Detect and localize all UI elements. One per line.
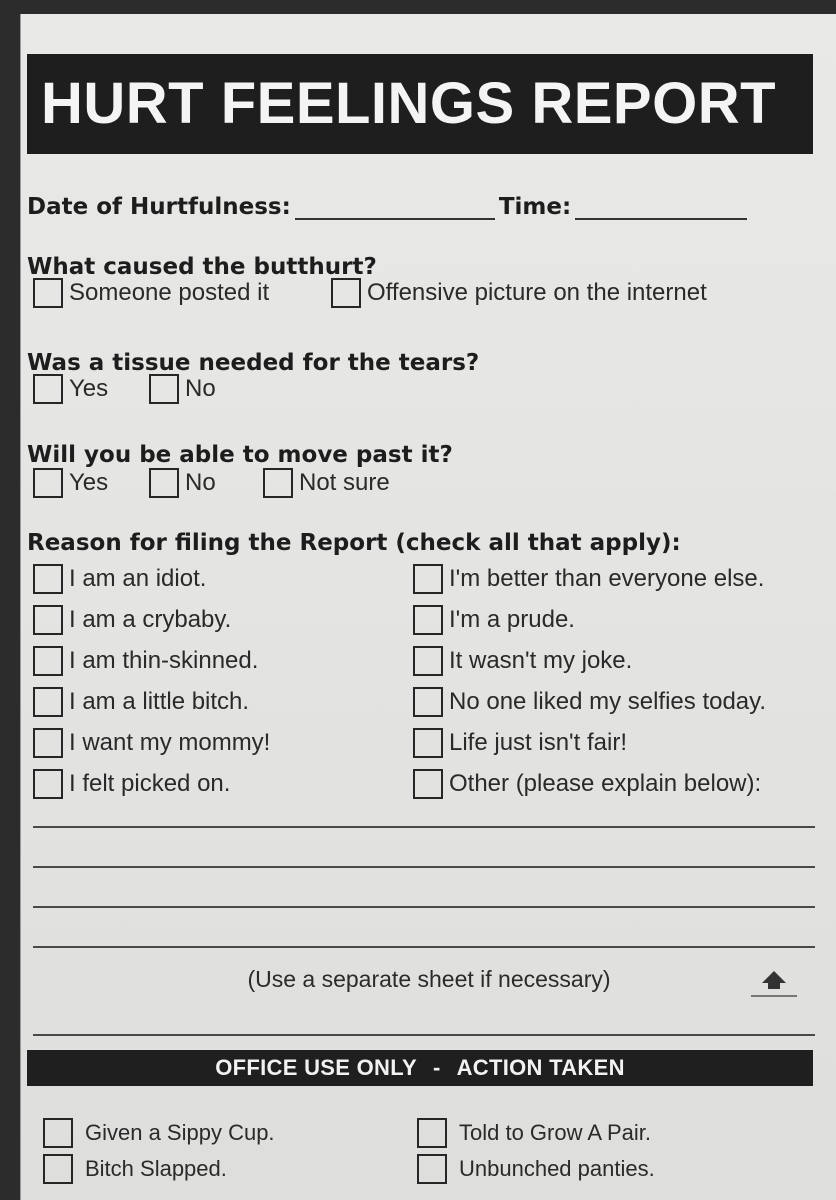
checkbox[interactable] <box>33 374 63 404</box>
explain-line-4[interactable] <box>33 946 815 948</box>
option-move-no[interactable]: No <box>149 468 216 498</box>
checkbox[interactable] <box>33 605 63 635</box>
checkbox[interactable] <box>33 468 63 498</box>
checkbox[interactable] <box>33 564 63 594</box>
reason-right-5[interactable]: Life just isn't fair! <box>413 728 627 758</box>
checkbox[interactable] <box>413 605 443 635</box>
checkbox[interactable] <box>33 646 63 676</box>
question-tissue: Was a tissue needed for the tears? <box>27 350 480 376</box>
reason-left-3[interactable]: I am thin-skinned. <box>33 646 258 676</box>
reason-left-1[interactable]: I am an idiot. <box>33 564 206 594</box>
action-slapped[interactable]: Bitch Slapped. <box>43 1154 227 1184</box>
reason-right-2[interactable]: I'm a prude. <box>413 605 575 635</box>
option-move-not-sure[interactable]: Not sure <box>263 468 390 498</box>
option-cause-picture[interactable]: Offensive picture on the internet <box>331 278 707 308</box>
action-unbunched[interactable]: Unbunched panties. <box>417 1154 655 1184</box>
question-move-past: Will you be able to move past it? <box>27 442 453 468</box>
checkbox[interactable] <box>33 728 63 758</box>
office-use-heading: OFFICE USE ONLY - ACTION TAKEN <box>27 1050 813 1086</box>
reason-right-4[interactable]: No one liked my selfies today. <box>413 687 766 717</box>
time-label: Time: <box>498 194 572 220</box>
date-field[interactable] <box>295 198 495 220</box>
report-title: HURT FEELINGS REPORT <box>27 54 813 154</box>
separate-sheet-note: (Use a separate sheet if necessary) <box>247 966 611 992</box>
explain-line-1[interactable] <box>33 826 815 828</box>
checkbox[interactable] <box>413 769 443 799</box>
checkbox[interactable] <box>33 278 63 308</box>
checkbox[interactable] <box>417 1118 447 1148</box>
checkbox[interactable] <box>43 1118 73 1148</box>
explain-line-3[interactable] <box>33 906 815 908</box>
reason-right-3[interactable]: It wasn't my joke. <box>413 646 632 676</box>
date-time-row <box>27 194 751 220</box>
reason-left-4[interactable]: I am a little bitch. <box>33 687 249 717</box>
question-cause: What caused the butthurt? <box>27 254 377 280</box>
action-sippy-cup[interactable]: Given a Sippy Cup. <box>43 1118 275 1148</box>
checkbox[interactable] <box>413 564 443 594</box>
checkbox[interactable] <box>413 687 443 717</box>
checkbox[interactable] <box>413 646 443 676</box>
reason-left-2[interactable]: I am a crybaby. <box>33 605 231 635</box>
checkbox[interactable] <box>263 468 293 498</box>
date-label: Date of Hurtfulness: <box>27 194 291 220</box>
checkbox[interactable] <box>331 278 361 308</box>
reason-left-5[interactable]: I want my mommy! <box>33 728 270 758</box>
option-tissue-no[interactable]: No <box>149 374 216 404</box>
option-tissue-yes[interactable]: Yes <box>33 374 108 404</box>
reason-left-6[interactable]: I felt picked on. <box>33 769 230 799</box>
checkbox[interactable] <box>33 769 63 799</box>
publisher-logo-icon <box>739 969 809 1009</box>
option-cause-posted[interactable]: Someone posted it <box>33 278 269 308</box>
checkbox[interactable] <box>33 687 63 717</box>
question-reasons: Reason for filing the Report (check all that apply): <box>27 530 681 556</box>
report-sheet <box>20 14 836 1200</box>
explain-line-2[interactable] <box>33 866 815 868</box>
explain-line-5[interactable] <box>33 1034 815 1036</box>
reason-right-1[interactable]: I'm better than everyone else. <box>413 564 764 594</box>
checkbox[interactable] <box>417 1154 447 1184</box>
checkbox[interactable] <box>149 374 179 404</box>
checkbox[interactable] <box>43 1154 73 1184</box>
action-grow-a-pair[interactable]: Told to Grow A Pair. <box>417 1118 651 1148</box>
checkbox[interactable] <box>149 468 179 498</box>
checkbox[interactable] <box>413 728 443 758</box>
time-field[interactable] <box>575 198 747 220</box>
reason-right-6[interactable]: Other (please explain below): <box>413 769 761 799</box>
option-move-yes[interactable]: Yes <box>33 468 108 498</box>
